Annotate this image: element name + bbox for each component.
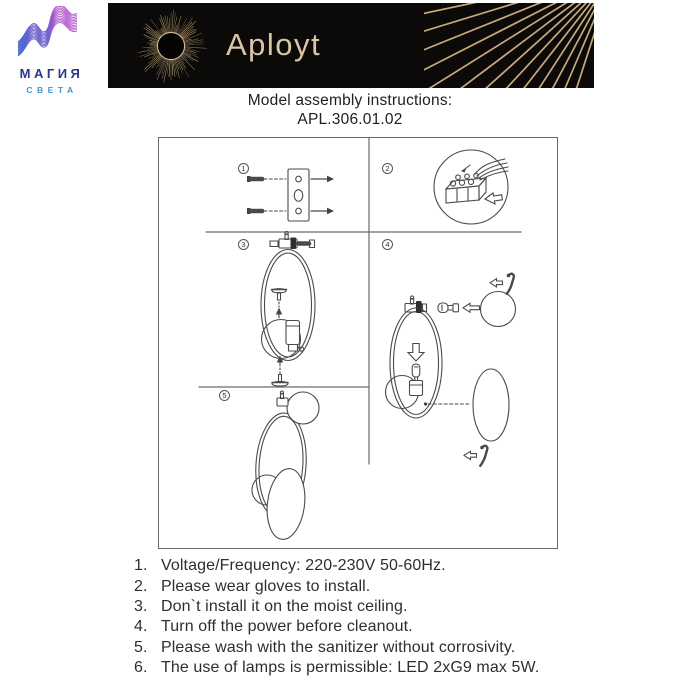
note-number: 6. xyxy=(134,659,148,677)
aployt-banner xyxy=(108,3,594,88)
note-item xyxy=(134,576,539,596)
step-number-3: 3 xyxy=(238,239,249,250)
model-number: APL.306.01.02 xyxy=(297,111,403,128)
step-number-5: 5 xyxy=(219,390,230,401)
note-number: 5. xyxy=(134,638,148,656)
note-text: Turn off the power before cleanout. xyxy=(161,618,413,636)
note-text: Don`t install it on the moist ceiling. xyxy=(161,597,408,615)
assembly-diagram xyxy=(158,137,558,549)
magia-logo-text: МАГИЯ xyxy=(19,66,84,81)
step1-mounting-plate-illustration xyxy=(247,169,334,221)
step-number-2: 2 xyxy=(382,163,393,174)
note-text: Please wash with the sanitizer without corrosivity. xyxy=(161,638,516,656)
note-text: Please wear gloves to install. xyxy=(161,577,371,595)
ray-fan-decoration xyxy=(424,3,594,88)
magia-sveta-logo xyxy=(10,6,90,95)
note-text: Voltage/Frequency: 220-230V 50-60Hz. xyxy=(161,557,446,575)
brand-name: Aployt xyxy=(226,27,322,62)
note-item xyxy=(134,556,539,576)
note-item xyxy=(134,658,539,678)
step4-install-lamps-illustration xyxy=(386,274,516,466)
note-item xyxy=(134,597,539,617)
note-item xyxy=(134,617,539,637)
step2-wiring-illustration xyxy=(434,150,508,224)
step3-ring-assembly-illustration xyxy=(261,231,315,386)
note-number: 2. xyxy=(134,577,148,595)
instructions-title: Model assembly instructions: xyxy=(247,92,453,109)
sveta-logo-text: СВЕТА xyxy=(26,85,78,95)
notes-list xyxy=(134,556,539,678)
step5-assembled-lamp-illustration xyxy=(252,391,319,541)
step-number-4: 4 xyxy=(382,239,393,250)
sunburst-logo-icon xyxy=(129,4,213,88)
wave-logo-icon xyxy=(15,6,85,62)
note-text: The use of lamps is permissible: LED 2xG9 max 5W. xyxy=(161,659,540,677)
step-number-1: 1 xyxy=(238,163,249,174)
title-block xyxy=(0,91,700,129)
note-number: 3. xyxy=(134,597,148,615)
note-item xyxy=(134,638,539,658)
note-number: 4. xyxy=(134,618,148,636)
note-number: 1. xyxy=(134,557,148,575)
